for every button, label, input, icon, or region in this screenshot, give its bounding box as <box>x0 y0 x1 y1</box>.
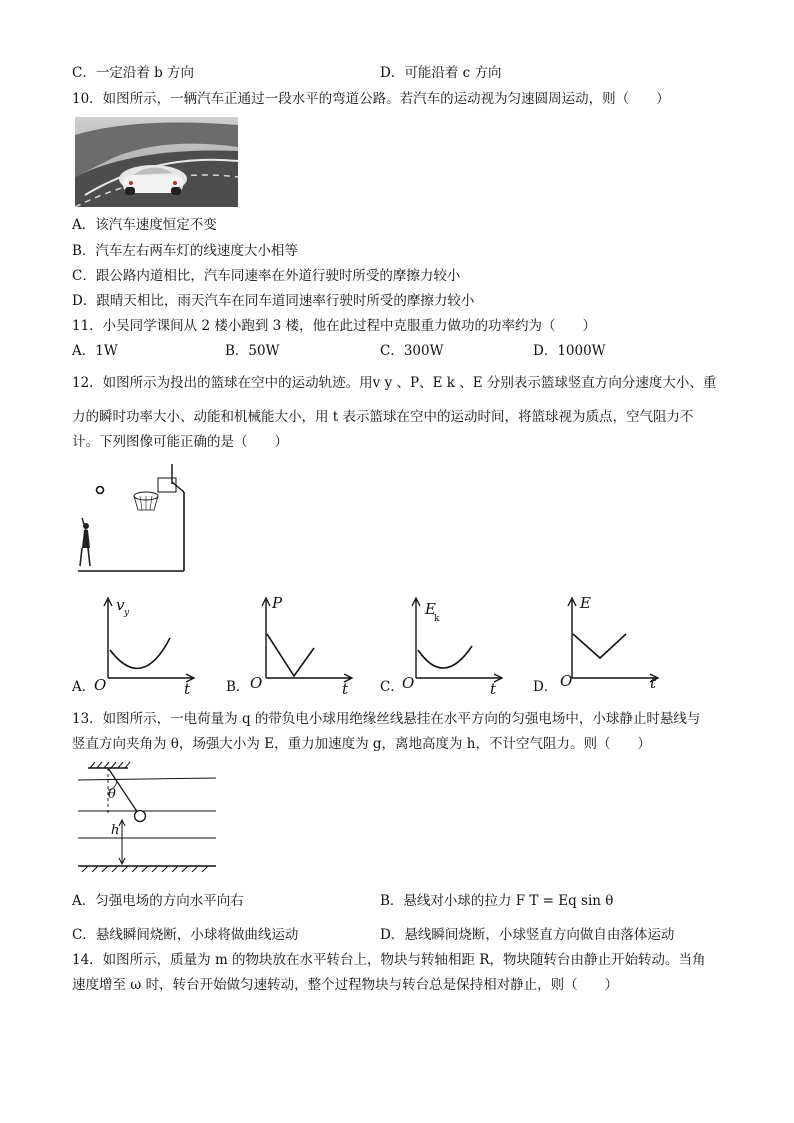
q13-stem-line2: 竖直方向夹角为 θ，场强大小为 E，重力加速度为 g，离地高度为 h，不计空气阻力。则（ ） <box>72 736 651 752</box>
q12-graph-d-ylabel: E <box>580 594 591 612</box>
q12-stem-line2: 力的瞬时功率大小、动能和机械能大小，用 t 表示篮球在空中的运动时间，将篮球视为质点，空气阻力不 <box>72 409 694 425</box>
q12-stem-line3: 计。下列图像可能正确的是（ ） <box>72 434 288 450</box>
q12-graph-a-ysub: y <box>124 608 130 618</box>
q12-graph-b-letter: B． <box>226 679 250 695</box>
q12-graph-a-origin: O <box>94 676 107 694</box>
q12-graph-a-xlabel: t <box>184 680 191 698</box>
q12-graph-c-letter: C． <box>380 679 404 695</box>
q12-graph-c-ysub: k <box>434 614 440 624</box>
basketball-trajectory-figure <box>74 462 188 574</box>
q12-graph-a-ylabel: v <box>116 596 125 614</box>
q12-graph-c-ylabel: E <box>425 600 436 618</box>
q12-graph-b-xlabel: t <box>342 680 349 698</box>
q12-stem-line1: 12．如图所示为投出的篮球在空中的运动轨迹。用v y 、P、E k 、E 分别表示篮球竖直方向分速度大小、重 <box>72 375 717 391</box>
q9-option-d: D．可能沿着 c 方向 <box>380 65 502 81</box>
q11-option-d: D．1000W <box>533 343 606 359</box>
q13-option-d: D．悬线瞬间烧断，小球竖直方向做自由落体运动 <box>380 927 675 943</box>
q12-graph-c-origin: O <box>402 674 415 692</box>
q14-stem-line2: 速度增至 ω 时，转台开始做匀速转动，整个过程物块与转台总是保持相对静止，则（ ） <box>72 977 619 993</box>
q10-option-a: A．该汽车速度恒定不变 <box>72 217 217 233</box>
q12-graph-b-ylabel: P <box>272 594 283 612</box>
q12-graph-d-letter: D． <box>533 679 558 695</box>
q13-option-a: A．匀强电场的方向水平向右 <box>72 893 244 909</box>
q10-option-b: B．汽车左右两车灯的线速度大小相等 <box>72 243 298 259</box>
q12-graph-c-xlabel: t <box>490 680 497 698</box>
q12-graph-b-origin: O <box>250 674 263 692</box>
q11-option-b: B．50W <box>225 343 280 359</box>
q12-graph-a-letter: A． <box>72 679 96 695</box>
q12-graph-d-origin: O <box>560 672 573 690</box>
q13-figure-h-label: h <box>111 823 120 838</box>
q10-option-d: D．跟晴天相比，雨天汽车在同车道同速率行驶时所受的摩擦力较小 <box>72 293 475 309</box>
q13-option-b: B．悬线对小球的拉力 F T = Eq sin θ <box>380 893 614 909</box>
q11-stem: 11．小吴同学课间从 2 楼小跑到 3 楼，他在此过程中克服重力做功的功率约为（ ） <box>72 318 597 334</box>
q12-graph-d-xlabel: t <box>650 674 657 692</box>
q9-option-c: C．一定沿着 b 方向 <box>72 65 195 81</box>
q10-stem: 10．如图所示，一辆汽车正通过一段水平的弯道公路。若汽车的运动视为匀速圆周运动，则（ ） <box>72 91 670 107</box>
q11-option-c: C．300W <box>380 343 444 359</box>
q13-option-c: C．悬线瞬间烧断，小球将做曲线运动 <box>72 927 299 943</box>
q10-option-c: C．跟公路内道相比，汽车同速率在外道行驶时所受的摩擦力较小 <box>72 268 461 284</box>
curved-road-car-photo <box>75 117 238 207</box>
charged-pendulum-figure <box>78 760 218 872</box>
q13-figure-theta-label: θ <box>108 787 116 802</box>
q14-stem-line1: 14．如图所示，质量为 m 的物块放在水平转台上，物块与转轴相距 R，物块随转台由静止开始转动。当角 <box>72 952 706 968</box>
q13-stem-line1: 13．如图所示，一电荷量为 q 的带负电小球用绝缘丝线悬挂在水平方向的匀强电场中，小球静止时悬线与 <box>72 711 701 727</box>
q11-option-a: A．1W <box>72 343 118 359</box>
